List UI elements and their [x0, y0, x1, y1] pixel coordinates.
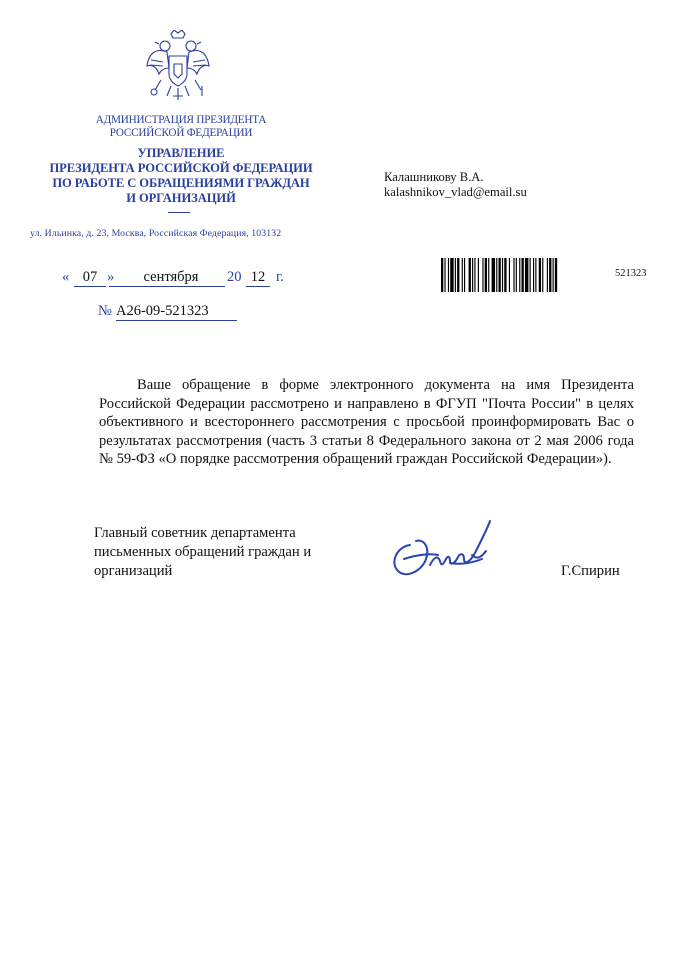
- department-title-line-1: УПРАВЛЕНИЕ: [137, 146, 225, 160]
- admin-title-line-1: АДМИНИСТРАЦИЯ ПРЕЗИДЕНТА: [95, 114, 267, 126]
- sender-address: ул. Ильинка, д. 23, Москва, Российская Федерация, 103132: [30, 228, 282, 239]
- handwritten-signature: [386, 515, 498, 585]
- signer-title-line-1: Главный советник департамента: [94, 525, 296, 541]
- header-divider: [168, 212, 190, 213]
- letter-body: Ваше обращение в форме электронного документа на имя Президента Российской Федерации рассмотрено и направлено в ФГУП "Почта России" в целях объективного и всестороннего рассмотрения с просьбой проинформировать Вас о результатах рассмотрения (часть 3 статьи 8 Федерального закона от 2 мая 2006 года № 59-ФЗ «О порядке рассмотрения обращений граждан Российской Федерации»).: [99, 377, 634, 468]
- barcode-number: 521323: [615, 268, 647, 279]
- date-year-suffix: г.: [276, 269, 284, 285]
- date-century: 20: [227, 269, 242, 285]
- date-month: сентября: [109, 268, 225, 287]
- department-title-line-4: И ОРГАНИЗАЦИЙ: [126, 191, 236, 205]
- date-year: 12: [246, 268, 270, 287]
- date-quote-close: »: [107, 269, 115, 285]
- registration-number-sign: №: [98, 303, 112, 319]
- signer-title-line-3: организаций: [94, 563, 173, 579]
- department-title-line-2: ПРЕЗИДЕНТА РОССИЙСКОЙ ФЕДЕРАЦИИ: [49, 161, 313, 175]
- recipient-name: Калашникову В.А.: [384, 170, 484, 184]
- department-title-line-3: ПО РАБОТЕ С ОБРАЩЕНИЯМИ ГРАЖДАН: [52, 176, 310, 190]
- registration-number: А26-09-521323: [116, 302, 237, 321]
- coat-of-arms-emblem: [145, 30, 211, 106]
- signer-name: Г.Спирин: [561, 563, 620, 579]
- admin-title-line-2: РОССИЙСКОЙ ФЕДЕРАЦИИ: [109, 127, 253, 139]
- recipient-email: kalashnikov_vlad@email.su: [384, 185, 527, 199]
- document-barcode: [441, 258, 603, 292]
- date-day: 07: [74, 268, 106, 287]
- signer-title-line-2: письменных обращений граждан и: [94, 544, 312, 560]
- date-quote-open: «: [62, 269, 70, 285]
